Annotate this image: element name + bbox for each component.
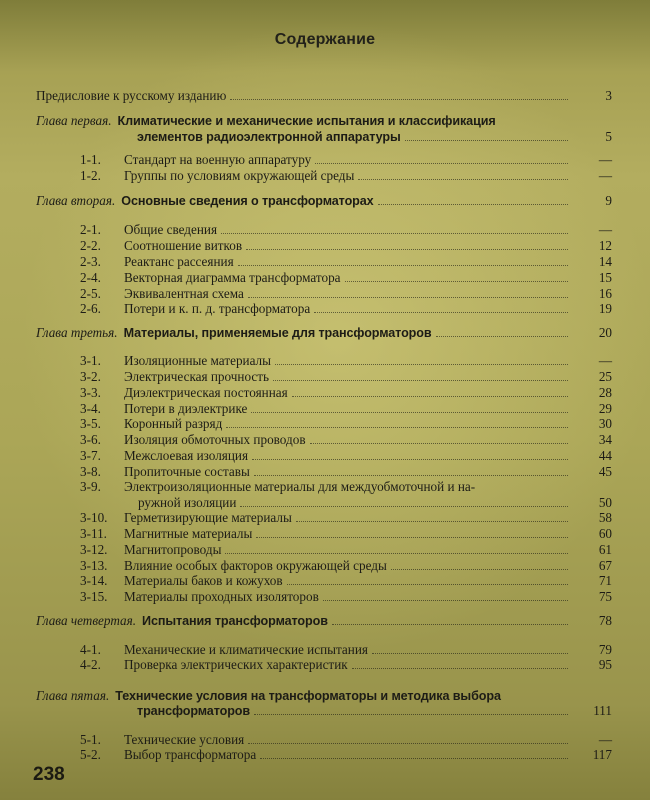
dot-leader [332, 614, 568, 625]
section-number: 3-13. [80, 558, 108, 573]
section-number: 4-2. [80, 657, 101, 672]
entry-title: Коронный разряд [124, 416, 223, 431]
toc-section-row [80, 642, 612, 658]
section-number: 5-2. [80, 747, 101, 762]
toc-entry-content [80, 416, 568, 432]
entry-title: Выбор трансформатора [124, 747, 257, 762]
toc-chapter-row [36, 325, 612, 341]
entry-title: Соотношение витков [124, 238, 243, 253]
toc-section-row [80, 510, 612, 526]
chapter-prefix: Глава пятая. [36, 688, 110, 703]
page-ref: 67 [598, 558, 612, 573]
section-number: 2-2. [80, 238, 101, 253]
dot-leader [226, 417, 568, 428]
page-ref: 20 [598, 325, 612, 340]
toc-section-row [80, 238, 612, 254]
dot-leader [254, 465, 568, 476]
page-ref: 95 [598, 657, 612, 672]
section-number: 3-8. [80, 464, 101, 479]
dot-leader [391, 559, 568, 570]
section-number: 3-14. [80, 573, 108, 588]
page-ref: 61 [598, 542, 612, 557]
page-ref: 75 [598, 589, 612, 604]
section-number: 3-1. [80, 353, 101, 368]
dot-leader [221, 223, 568, 234]
section-number: 5-1. [80, 732, 101, 747]
toc-section-row [80, 168, 612, 184]
dot-leader [315, 153, 568, 164]
page-ref: 71 [598, 573, 612, 588]
section-number: 3-10. [80, 510, 108, 525]
page-ref: 14 [598, 254, 612, 269]
page-ref: — [598, 732, 612, 747]
page-number: 238 [33, 764, 65, 785]
page-ref: 29 [598, 401, 612, 416]
dot-leader [230, 89, 568, 100]
toc-entry-content [80, 432, 568, 448]
dot-leader [248, 733, 568, 744]
page-ref: 34 [598, 432, 612, 447]
dot-leader [372, 643, 568, 654]
entry-title: Векторная диаграмма трансформатора [124, 270, 341, 285]
toc-entry-content [80, 448, 568, 464]
entry-title: Общие сведения [124, 222, 218, 237]
section-number: 2-6. [80, 301, 101, 316]
entry-title: Группы по условиям окружающей среды [124, 168, 355, 183]
toc-entry-content [36, 613, 568, 629]
toc-entry-content [80, 254, 568, 270]
entry-title-continued: ружной изоляции [138, 495, 237, 510]
toc-entry-content [80, 353, 568, 369]
toc-section-row [80, 401, 612, 417]
toc-entry-content [80, 168, 568, 184]
toc-entry-content [36, 88, 568, 104]
toc-entry-content [80, 747, 568, 763]
toc-section-row [80, 353, 612, 369]
page-ref: 78 [598, 613, 612, 628]
entry-title: Электрическая прочность [124, 369, 270, 384]
section-number: 1-2. [80, 168, 101, 183]
dot-leader [345, 271, 568, 282]
entry-title: Материалы проходных изоляторов [124, 589, 319, 604]
dot-leader [246, 239, 568, 250]
toc-front-row [36, 88, 612, 104]
entry-title: Магнитопроводы [124, 542, 222, 557]
page-ref: 60 [598, 526, 612, 541]
dot-leader [323, 590, 568, 601]
entry-title: Стандарт на военную аппаратуру [124, 152, 312, 167]
entry-title: Межслоевая изоляция [124, 448, 249, 463]
toc-section-row [80, 385, 612, 401]
section-number: 2-5. [80, 286, 101, 301]
page-ref: 25 [598, 369, 612, 384]
toc-entry-content [80, 558, 568, 574]
chapter-prefix: Глава четвертая. [36, 613, 137, 628]
section-number: 2-4. [80, 270, 101, 285]
page-ref: 16 [598, 286, 612, 301]
toc-section-row [80, 369, 612, 385]
entry-title: Влияние особых факторов окружающей среды [124, 558, 387, 573]
toc-section-row [80, 657, 612, 673]
section-number: 2-3. [80, 254, 101, 269]
section-number: 3-2. [80, 369, 101, 384]
dot-leader [254, 704, 568, 715]
page-ref: 28 [598, 385, 612, 400]
entry-title: Реактанс рассеяния [124, 254, 234, 269]
dot-leader [358, 169, 568, 180]
toc-entry-content [80, 657, 568, 673]
dot-leader [248, 287, 568, 298]
chapter-title-continued: трансформаторов [137, 704, 251, 718]
toc-entry-content [80, 369, 568, 385]
dot-leader [252, 449, 568, 460]
toc-continuation-row [137, 703, 612, 719]
toc-entry-content [80, 732, 568, 748]
chapter-title: Основные сведения о трансформаторах [121, 194, 374, 208]
toc-entry-content [36, 193, 568, 209]
page-ref: 117 [592, 747, 612, 762]
entry-title: Электроизоляционные материалы для междуобмоточной и на- [124, 479, 476, 494]
toc-section-row [80, 222, 612, 238]
section-number: 3-15. [80, 589, 108, 604]
toc-chapter-row [36, 688, 612, 704]
toc-section-row [80, 479, 612, 495]
toc-section-row [80, 301, 612, 317]
toc-section-row [80, 573, 612, 589]
toc-section-row [80, 448, 612, 464]
section-number: 3-9. [80, 479, 101, 494]
page-ref: 45 [598, 464, 612, 479]
dot-leader [436, 326, 569, 337]
entry-title: Изоляционные материалы [124, 353, 272, 368]
toc-entry-content [80, 152, 568, 168]
toc-section-row [80, 732, 612, 748]
toc-entry-content [80, 385, 568, 401]
entry-title: Эквивалентная схема [124, 286, 244, 301]
section-number: 3-12. [80, 542, 108, 557]
section-number: 1-1. [80, 152, 101, 167]
dot-leader [405, 130, 568, 141]
page-ref: 3 [605, 88, 612, 103]
chapter-title: Технические условия на трансформаторы и методика выбора [115, 689, 501, 703]
page-title: Содержание [274, 31, 376, 48]
dot-leader [292, 386, 568, 397]
toc-entry-content [137, 703, 568, 719]
section-number: 3-7. [80, 448, 101, 463]
dot-leader [310, 433, 568, 444]
toc-entry-content [80, 286, 568, 302]
page-ref: — [598, 168, 612, 183]
toc-section-row [80, 416, 612, 432]
section-number: 4-1. [80, 642, 101, 657]
section-number: 3-6. [80, 432, 101, 447]
page-ref: 5 [605, 129, 612, 144]
toc-section-row [80, 558, 612, 574]
toc-entry-content [137, 129, 568, 145]
toc-entry-content [36, 325, 568, 341]
toc-section-row [80, 589, 612, 605]
toc-entry-content [138, 495, 568, 511]
dot-leader [251, 402, 568, 413]
page-ref: 50 [598, 495, 612, 510]
page-ref: 58 [598, 510, 612, 525]
page-ref: 79 [598, 642, 612, 657]
page-ref: 30 [598, 416, 612, 431]
dot-leader [256, 527, 568, 538]
entry-title: Проверка электрических характеристик [124, 657, 348, 672]
page-ref: — [598, 152, 612, 167]
dot-leader [260, 748, 568, 759]
toc-chapter-row [36, 613, 612, 629]
page-ref: — [598, 222, 612, 237]
toc-entry-content [80, 301, 568, 317]
toc-section-row [80, 286, 612, 302]
dot-leader [352, 658, 568, 669]
section-number: 3-11. [80, 526, 107, 541]
dot-leader [296, 511, 568, 522]
page-ref: 15 [598, 270, 612, 285]
toc-entry-content [80, 542, 568, 558]
section-number: 3-5. [80, 416, 101, 431]
entry-title: Механические и климатические испытания [124, 642, 368, 657]
chapter-title: Климатические и механические испытания и классификация [117, 114, 496, 128]
toc-entry-content [80, 589, 568, 605]
toc-section-row [80, 464, 612, 480]
entry-title: Диэлектрическая постоянная [124, 385, 288, 400]
section-number: 3-3. [80, 385, 101, 400]
chapter-title-continued: элементов радиоэлектронной аппаратуры [137, 130, 401, 144]
chapter-prefix: Глава первая. [36, 113, 112, 128]
toc-entry-content [80, 526, 568, 542]
toc-entry-content [80, 510, 568, 526]
toc-entry-content [36, 113, 568, 129]
entry-title: Материалы баков и кожухов [124, 573, 283, 588]
page-ref: 19 [598, 301, 612, 316]
toc-entry-content [80, 642, 568, 658]
page-ref: 12 [598, 238, 612, 253]
page-ref: — [598, 353, 612, 368]
toc-entry-content [80, 270, 568, 286]
dot-leader [273, 370, 568, 381]
entry-title: Пропиточные составы [124, 464, 250, 479]
dot-leader [378, 194, 568, 205]
entry-title: Предисловие к русскому изданию [36, 88, 227, 103]
toc-entry-content [80, 222, 568, 238]
toc-section-row [80, 254, 612, 270]
chapter-title: Материалы, применяемые для трансформаторов [123, 326, 432, 340]
section-number: 2-1. [80, 222, 101, 237]
toc-entry-content [36, 688, 568, 704]
chapter-title: Испытания трансформаторов [142, 614, 328, 628]
toc-section-row [80, 432, 612, 448]
toc-entry-content [80, 464, 568, 480]
toc-section-row [80, 152, 612, 168]
entry-title: Потери и к. п. д. трансформатора [124, 301, 311, 316]
toc-chapter-row [36, 113, 612, 129]
page-ref: 111 [593, 703, 612, 718]
dot-leader [238, 255, 568, 266]
section-number: 3-4. [80, 401, 101, 416]
dot-leader [225, 543, 568, 554]
toc-chapter-row [36, 193, 612, 209]
page-ref: 9 [605, 193, 612, 208]
toc-continuation-row [138, 495, 612, 511]
toc-section-row [80, 542, 612, 558]
dot-leader [287, 574, 568, 585]
entry-title: Изоляция обмоточных проводов [124, 432, 306, 447]
dot-leader [314, 302, 568, 313]
chapter-prefix: Глава вторая. [36, 193, 116, 208]
toc-section-row [80, 747, 612, 763]
toc-entry-content [80, 573, 568, 589]
toc-entry-content [80, 479, 568, 495]
toc-section-row [80, 526, 612, 542]
toc-entry-content [80, 401, 568, 417]
toc-section-row [80, 270, 612, 286]
entry-title: Магнитные материалы [124, 526, 253, 541]
dot-leader [275, 354, 568, 365]
page-ref: 44 [598, 448, 612, 463]
toc-continuation-row [137, 129, 612, 145]
chapter-prefix: Глава третья. [36, 325, 118, 340]
entry-title: Герметизирующие материалы [124, 510, 292, 525]
dot-leader [240, 496, 568, 507]
entry-title: Потери в диэлектрике [124, 401, 248, 416]
entry-title: Технические условия [124, 732, 245, 747]
toc-entry-content [80, 238, 568, 254]
